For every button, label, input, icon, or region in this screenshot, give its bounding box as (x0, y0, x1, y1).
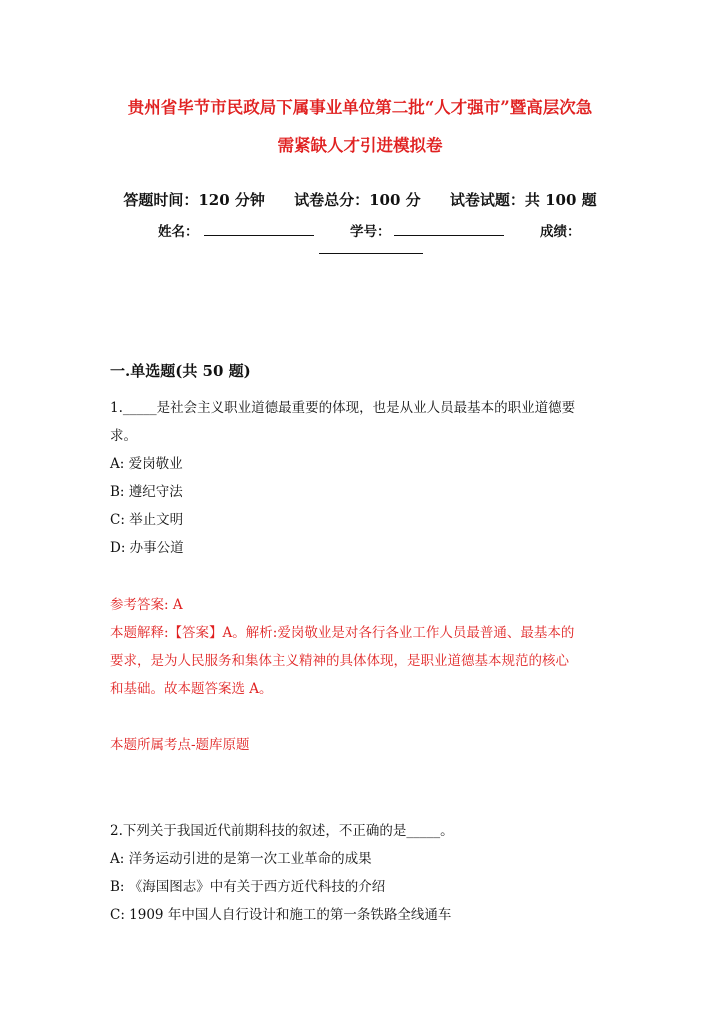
question-1-option-b[interactable]: B: 遵纪守法 (110, 484, 183, 500)
exam-question-count: 试卷试题：共 100 题 (449, 191, 597, 209)
exam-meta (0, 189, 720, 210)
exam-title-line-1: 贵州省毕节市民政局下属事业单位第二批“人才强市”暨高层次急 (127, 98, 593, 117)
section-heading: 一.单选题(共 50 题) (110, 362, 251, 380)
question-2-option-a[interactable]: A: 洋务运动引进的是第一次工业革命的成果 (110, 851, 372, 867)
question-2-option-b[interactable]: B: 《海国图志》中有关于西方近代科技的介绍 (110, 879, 386, 895)
question-2-option-c[interactable]: C: 1909 年中国人自行设计和施工的第一条铁路全线通车 (110, 907, 452, 923)
question-1-explanation-line-2: 要求，是为人民服务和集体主义精神的具体体现，是职业道德基本规范的核心 (110, 653, 569, 669)
name-label: 姓名： (158, 224, 199, 240)
grade-blank[interactable] (319, 253, 423, 254)
question-1-option-c[interactable]: C: 举止文明 (110, 512, 184, 528)
student-id-label: 学号： (350, 224, 391, 240)
question-1-explanation-line-1: 本题解释:【答案】A。解析:爱岗敬业是对各行各业工作人员最普通、最基本的 (110, 625, 575, 641)
exam-time: 答题时间：120 分钟 (123, 191, 265, 209)
question-1-answer: 参考答案: A (110, 597, 183, 613)
grade-label: 成绩： (540, 224, 581, 240)
student-id-blank[interactable] (394, 235, 504, 236)
exam-title-line-2: 需紧缺人才引进模拟卷 (277, 136, 443, 155)
question-1-option-d[interactable]: D: 办事公道 (110, 540, 184, 556)
question-1-option-a[interactable]: A: 爱岗敬业 (110, 456, 183, 472)
question-1-source: 本题所属考点-题库原题 (110, 737, 250, 753)
name-blank[interactable] (204, 235, 314, 236)
question-1-explanation-line-3: 和基础。故本题答案选 A。 (110, 681, 273, 697)
question-2-stem: 2.下列关于我国近代前期科技的叙述，不正确的是_____。 (110, 823, 454, 839)
question-1-stem-line-1: 1._____是社会主义职业道德最重要的体现，也是从业人员最基本的职业道德要 (110, 400, 576, 416)
question-1-stem-line-2: 求。 (110, 428, 137, 444)
exam-total-score: 试卷总分：100 分 (294, 191, 421, 209)
